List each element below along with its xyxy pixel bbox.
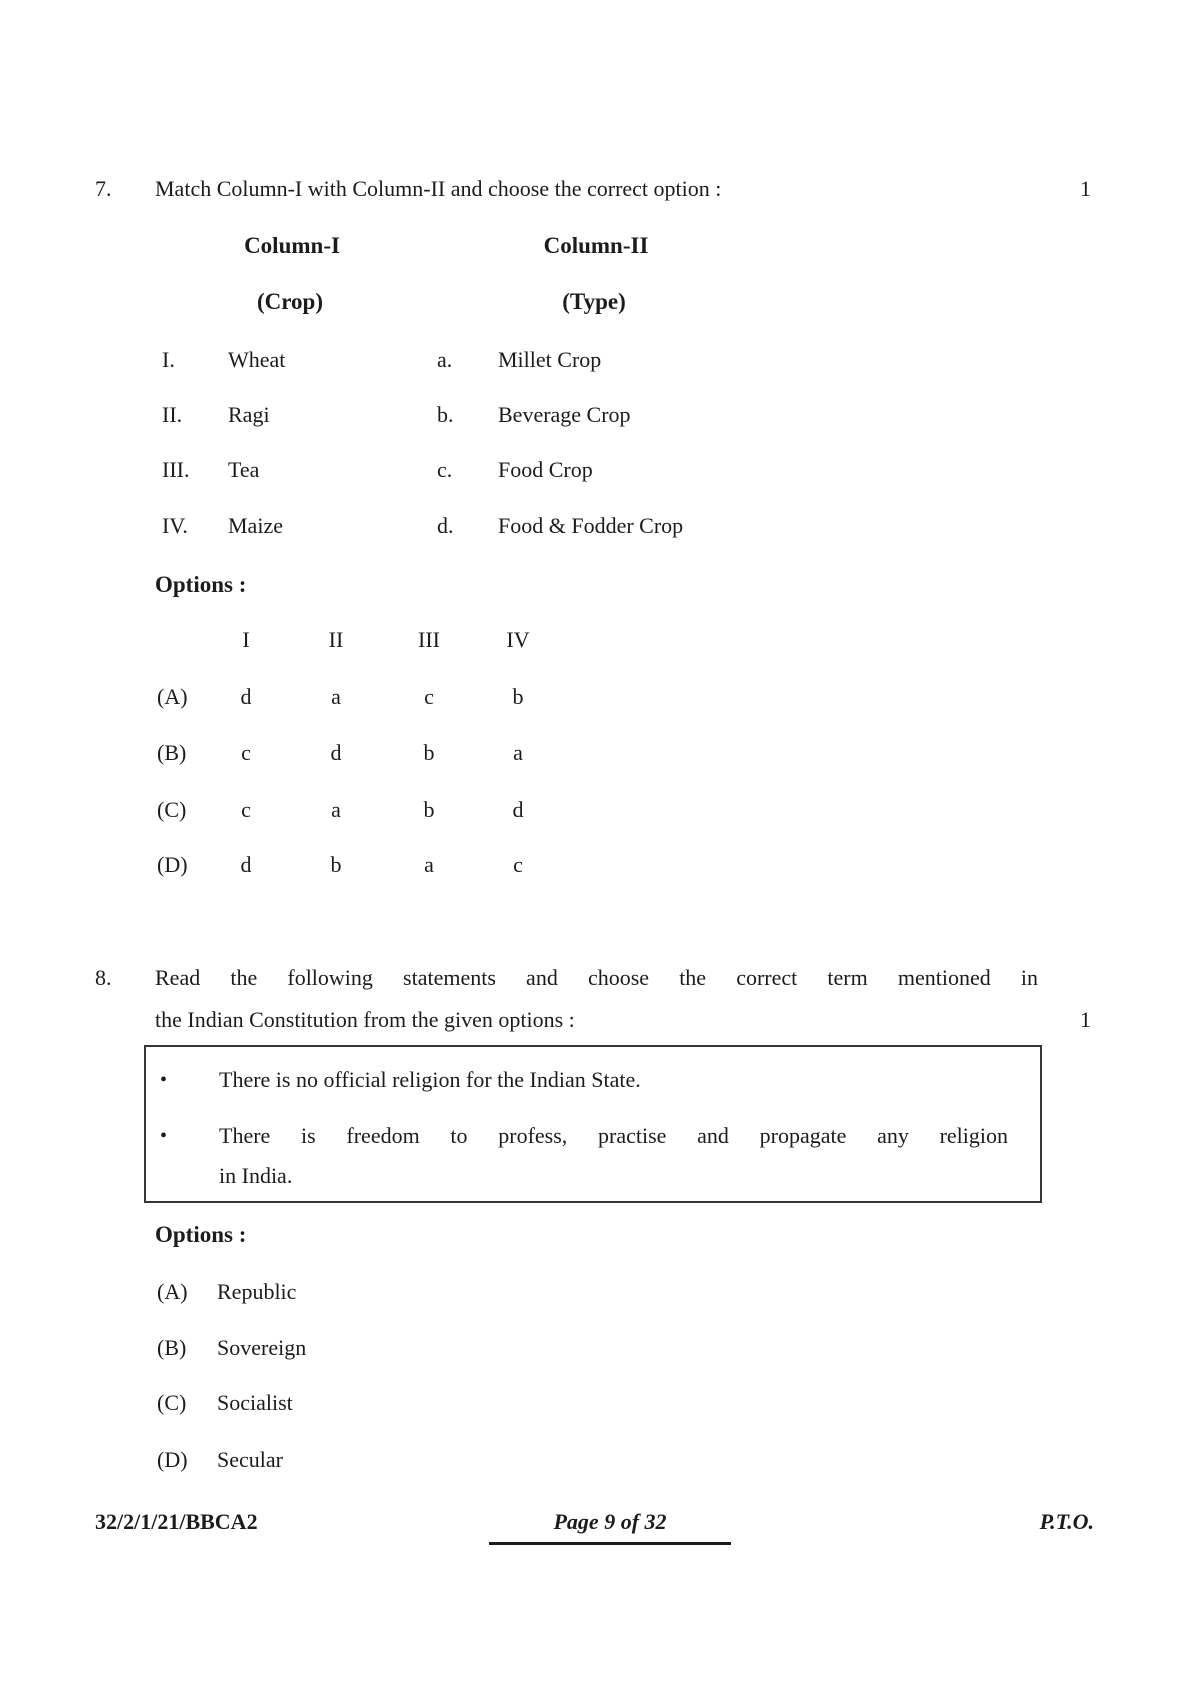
option-row-C [157,796,637,824]
match-numeral: IV. [162,513,188,538]
table-header-II: II [328,627,344,652]
q8-question-text-line2: the Indian Constitution from the given options : [155,1007,575,1032]
q8-number: 8. [95,965,112,990]
statement-text: There is no official religion for the Indian State. [219,1067,641,1092]
q7-column2-subtitle: (Type) [562,289,626,314]
option-text: Socialist [217,1390,293,1415]
statements-box [144,1045,1042,1203]
match-numeral: I. [162,347,175,372]
page-number: Page 9 of 32 [489,1508,731,1545]
option-label: (B) [157,740,187,765]
match-row [162,512,902,540]
options-table-header [157,626,637,654]
q8-option-B [157,1334,757,1362]
match-row [162,456,902,484]
statement-text-line1: There is freedom to profess, practise and propagate any religion [219,1123,1008,1148]
table-header-I: I [242,627,250,652]
table-header-III: III [418,627,440,652]
match-type: Food & Fodder Crop [498,513,684,538]
option-value: d [240,852,252,877]
q8-option-D [157,1446,757,1474]
bullet-icon: • [160,1125,168,1147]
match-numeral: II. [162,402,183,427]
option-text: Secular [217,1447,283,1472]
option-value: b [512,684,524,709]
q8-option-A [157,1278,757,1306]
option-label: (D) [157,1447,188,1472]
option-label: (B) [157,1335,187,1360]
option-value: c [241,740,251,765]
option-label: (A) [157,684,188,709]
option-row-B [157,739,637,767]
option-value: a [513,740,523,765]
option-value: c [513,852,523,877]
match-letter: c. [437,457,453,482]
option-row-D [157,851,637,879]
match-crop: Wheat [228,347,286,372]
q7-marks: 1 [1080,176,1091,201]
option-value: a [424,852,434,877]
q7-column1-subtitle: (Crop) [256,289,324,314]
q7-options-label: Options : [155,572,247,597]
paper-code: 32/2/1/21/BBCA2 [95,1509,258,1534]
match-row [162,401,902,429]
option-label: (A) [157,1279,188,1304]
statement-item [146,1060,1008,1100]
pto-label: P.T.O. [1039,1509,1094,1534]
match-row [162,346,902,374]
option-label: (D) [157,852,188,877]
option-text: Republic [217,1279,297,1304]
option-text: Sovereign [217,1335,307,1360]
match-letter: d. [437,513,454,538]
option-value: a [331,684,341,709]
option-value: b [423,740,435,765]
option-value: b [330,852,342,877]
match-numeral: III. [162,457,190,482]
option-value: b [423,797,435,822]
option-value: d [240,684,252,709]
match-crop: Ragi [228,402,270,427]
statement-text [219,1116,1008,1196]
q7-column1-title: Column-I [244,233,340,258]
match-letter: b. [437,402,454,427]
option-value: c [241,797,251,822]
bullet-icon: • [160,1069,168,1091]
match-type: Beverage Crop [498,402,631,427]
option-value: d [512,797,524,822]
statement-item [146,1116,1008,1196]
table-header-IV: IV [506,627,530,652]
q7-column2-title: Column-II [543,233,649,258]
q8-option-C [157,1389,757,1417]
option-label: (C) [157,797,187,822]
option-row-A [157,683,637,711]
match-crop: Tea [228,457,260,482]
q7-number: 7. [95,176,112,201]
option-value: a [331,797,341,822]
option-value: d [330,740,342,765]
match-letter: a. [437,347,453,372]
q8-question-text-line1: Read the following statements and choose the correct term mentioned in [155,965,1038,990]
match-crop: Maize [228,513,283,538]
option-label: (C) [157,1390,187,1415]
match-type: Millet Crop [498,347,602,372]
q7-question-text: Match Column-I with Column-II and choose the correct option : [155,176,722,201]
q8-marks: 1 [1080,1007,1091,1032]
match-type: Food Crop [498,457,593,482]
statement-text-line2: in India. [219,1163,293,1188]
option-value: c [424,684,434,709]
q8-options-label: Options : [155,1222,247,1247]
